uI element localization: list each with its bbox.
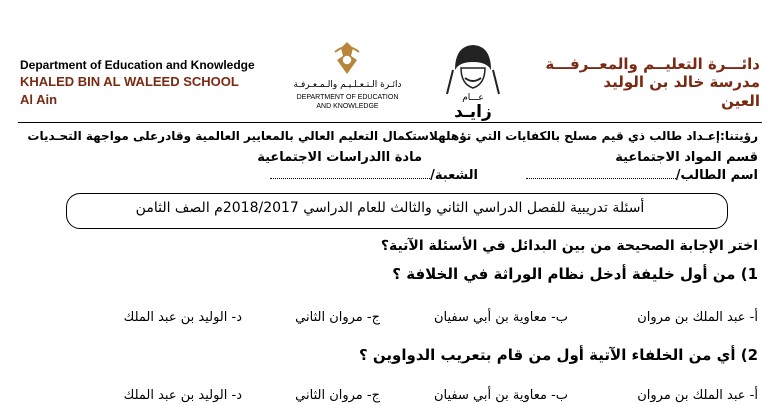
q2-option-b[interactable]: ب- معاوية بن أبي سفيان [434, 388, 568, 403]
zayed-logo [428, 40, 518, 122]
section-label: الشعبة/ [430, 168, 478, 183]
q1-option-d[interactable]: د- الوليد بن عبد الملك [123, 310, 242, 325]
question-1: 1) من أول خليفة أدخل نظام الوراثة في الخلافة ؟ [392, 265, 758, 283]
q1-option-c[interactable]: ج- مروان الثاني [295, 310, 380, 325]
student-name-field[interactable] [526, 168, 758, 183]
student-name-label: اسم الطالب/ [675, 168, 758, 183]
q2-option-a[interactable]: أ- عبد الملك بن مروان [637, 388, 758, 403]
school-ar: مدرسة خالد بن الوليد [603, 73, 760, 91]
adek-logo-line1: DEPARTMENT OF EDUCATION [296, 94, 399, 101]
city-en: Al Ain [20, 92, 58, 107]
vision-statement: رؤيتنا:إعـداد طالب ذي قيم مسلح بالكفايات التي تؤهلهلاستكمال التعليم العالي بالمعايير العالمية وقادرعلى مواجهة التحـديات [27, 129, 758, 143]
q1-option-a[interactable]: أ- عبد الملك بن مروان [637, 310, 758, 325]
q2-option-d[interactable]: د- الوليد بن عبد الملك [123, 388, 242, 403]
q1-option-b[interactable]: ب- معاوية بن أبي سفيان [434, 310, 568, 325]
exam-title: أسئلة تدريبية للفصل الدراسي الثاني والثالث للعام الدراسي 2018/2017م الصف الثامن [135, 200, 645, 216]
adek-logo [290, 38, 405, 118]
header-divider [18, 122, 762, 123]
adek-logo-line2: AND KNOWLEDGE [316, 103, 379, 110]
question-2: 2) أي من الخلفاء الآتية أول من قام بتعريب الدواوين ؟ [359, 346, 758, 364]
instruction: اختر الإجابة الصحيحة من بين البدائل في الأسئلة الآتية؟ [380, 238, 758, 254]
portrait-icon [443, 40, 503, 95]
q2-option-c[interactable]: ج- مروان الثاني [295, 388, 380, 403]
city-ar: العين [721, 92, 760, 110]
zayed-year-big: زايـد [454, 102, 492, 122]
section-field[interactable] [270, 168, 478, 183]
zayed-year-small: عـــام [462, 93, 484, 103]
school-en: KHALED BIN AL WALEED SCHOOL [20, 74, 239, 89]
department-ar: دائـــرة التعليــم والمعــرفـــة [545, 55, 760, 73]
subject-label: مادة االدراسات الاجتماعية [257, 150, 422, 165]
department-en: Department of Education and Knowledge [20, 58, 255, 72]
adek-logo-ar: دائـرة الـتـعـلـيـم والـمـعـرفـة [293, 80, 402, 90]
emblem-icon [327, 38, 367, 78]
department-label: قسم المواد الاجتماعية [615, 150, 758, 165]
